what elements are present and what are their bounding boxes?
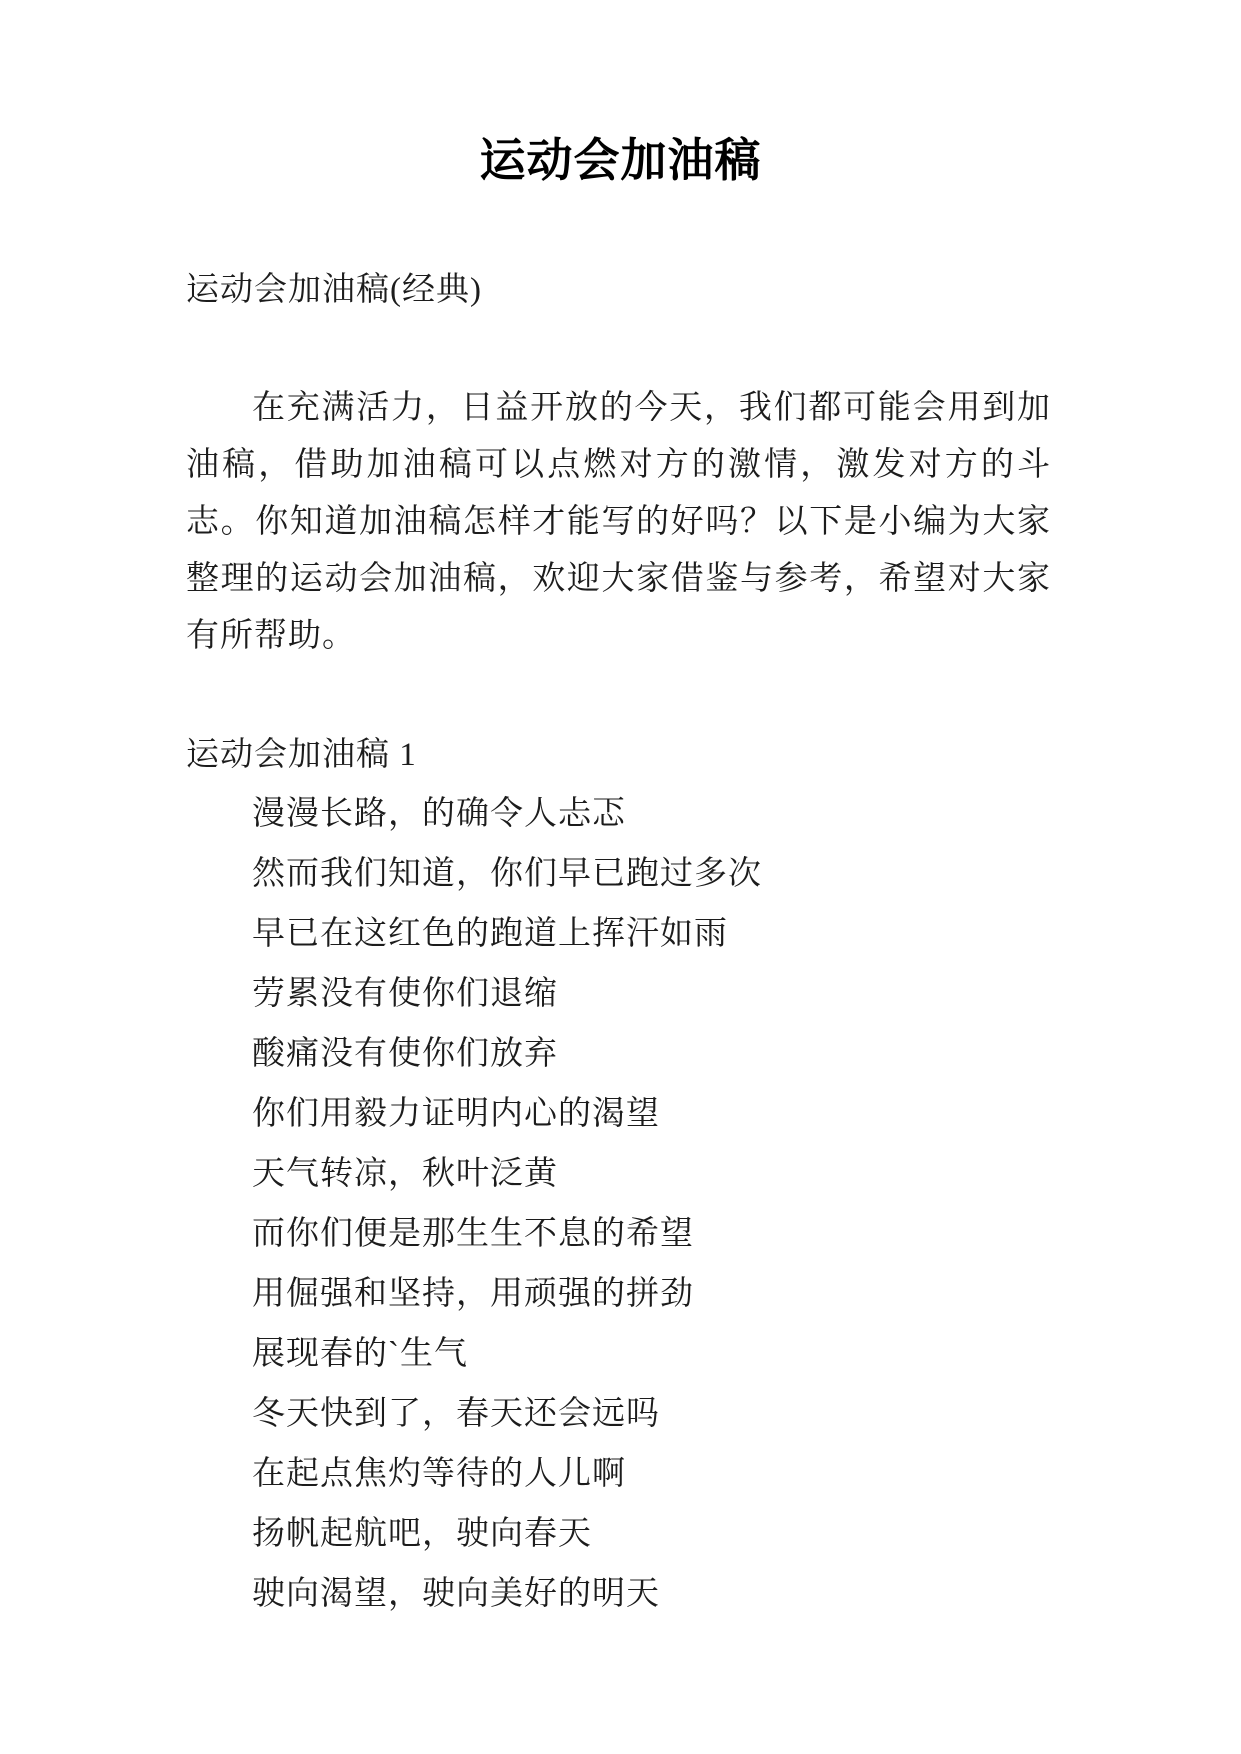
poem-line: 早已在这红色的跑道上挥汗如雨 — [252, 916, 728, 952]
page-title: 运动会加油稿 — [479, 135, 762, 186]
poem-line: 展现春的`生气 — [252, 1336, 468, 1372]
document-body — [0, 270, 1241, 1624]
poem-line: 驶向渴望，驶向美好的明天 — [252, 1576, 660, 1612]
poem-line: 扬帆起航吧，驶向春天 — [252, 1516, 592, 1552]
poem-line: 然而我们知道，你们早已跑过多次 — [252, 856, 762, 892]
poem-line: 劳累没有使你们退缩 — [252, 976, 558, 1012]
poem-line: 你们用毅力证明内心的渴望 — [252, 1096, 660, 1132]
poem-line: 天气转凉，秋叶泛黄 — [252, 1156, 558, 1192]
section-heading: 运动会加油稿 1 — [186, 737, 417, 773]
poem-line: 而你们便是那生生不息的希望 — [252, 1216, 694, 1252]
poem-line: 冬天快到了，春天还会远吗 — [252, 1396, 660, 1432]
poem-line: 漫漫长路，的确令人忐忑 — [252, 796, 626, 832]
intro-paragraph: 在充满活力，日益开放的今天，我们都可能会用到加油稿，借助加油稿可以点燃对方的激情，激发对方的斗志。你知道加油稿怎样才能写的好吗？以下是小编为大家整理的运动会加油稿，欢迎大家借鉴与参考，希望对大家有所帮助。 — [186, 390, 1051, 654]
doc-subtitle: 运动会加油稿(经典) — [186, 272, 482, 308]
poem-block — [186, 784, 1051, 1624]
poem-line: 酸痛没有使你们放弃 — [252, 1036, 558, 1072]
poem-line: 在起点焦灼等待的人儿啊 — [252, 1456, 626, 1492]
poem-line: 用倔强和坚持，用顽强的拼劲 — [252, 1276, 694, 1312]
